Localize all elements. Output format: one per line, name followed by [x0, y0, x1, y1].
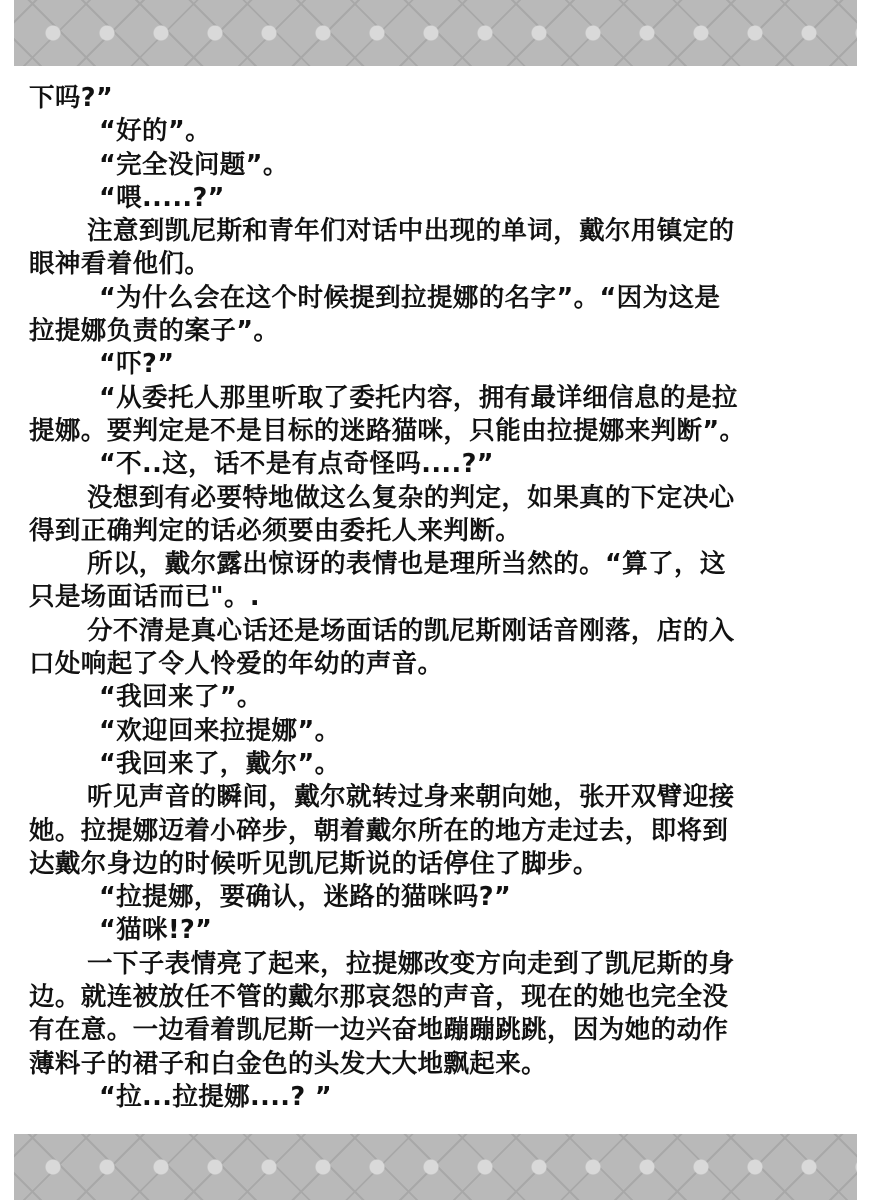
text-line: “为什么会在这个时候提到拉提娜的名字”。“因为这是: [99, 282, 721, 313]
text-line: “喂.....?”: [99, 182, 225, 213]
text-line: “拉...拉提娜....? ”: [99, 1081, 332, 1112]
top-decorative-band: [14, 0, 857, 66]
text-line: “我回来了，戴尔”。: [99, 748, 341, 779]
bottom-decorative-band: [14, 1134, 857, 1200]
text-line: 下吗?”: [29, 83, 114, 113]
text-line: “吓?”: [99, 349, 175, 380]
text-line: 注意到凯尼斯和青年们对话中出现的单词，戴尔用镇定的: [87, 216, 735, 247]
text-line: 一下子表情亮了起来，拉提娜改变方向走到了凯尼斯的身: [87, 948, 735, 979]
text-line: “从委托人那里听取了委托内容，拥有最详细信息的是拉: [99, 382, 738, 413]
text-line: 听见声音的瞬间，戴尔就转过身来朝向她，张开双臂迎接: [87, 782, 735, 813]
text-line: “我回来了”。: [99, 682, 263, 713]
text-line: 提娜。要判定是不是目标的迷路猫咪，只能由拉提娜来判断”。: [29, 415, 746, 446]
text-line: 口处响起了令人怜爱的年幼的声音。: [29, 649, 444, 680]
text-line: “欢迎回来拉提娜”。: [99, 715, 341, 746]
text-line: 有在意。一边看着凯尼斯一边兴奋地蹦蹦跳跳，因为她的动作: [29, 1015, 729, 1046]
text-line: 拉提娜负责的案子”。: [29, 316, 280, 347]
text-line: 边。就连被放任不管的戴尔那哀怨的声音，现在的她也完全没: [29, 982, 729, 1013]
text-line: 得到正确判定的话必须要由委托人来判断。: [29, 515, 522, 546]
text-line: “猫咪!?”: [99, 915, 213, 946]
text-line: 分不清是真心话还是场面话的凯尼斯刚话音刚落，店的入: [87, 615, 735, 646]
text-line: 只是场面话而已"。.: [29, 582, 260, 613]
text-line: 所以，戴尔露出惊讶的表情也是理所当然的。“算了，这: [87, 549, 726, 580]
text-line: 她。拉提娜迈着小碎步，朝着戴尔所在的地方走过去，即将到: [29, 815, 729, 846]
text-line: “好的”。: [99, 116, 212, 147]
novel-text-body: [29, 82, 829, 1114]
text-line: “拉提娜，要确认，迷路的猫咪吗?”: [99, 882, 512, 913]
text-line: 眼神看着他们。: [29, 249, 211, 280]
text-line: 薄料子的裙子和白金色的头发大大地飘起来。: [29, 1048, 548, 1079]
text-line: “完全没问题”。: [99, 149, 289, 180]
text-line: 达戴尔身边的时候听见凯尼斯说的话停住了脚步。: [29, 848, 599, 879]
text-line: “不..这，话不是有点奇怪吗....?”: [99, 449, 494, 480]
text-line: 没想到有必要特地做这么复杂的判定，如果真的下定决心: [87, 482, 735, 513]
